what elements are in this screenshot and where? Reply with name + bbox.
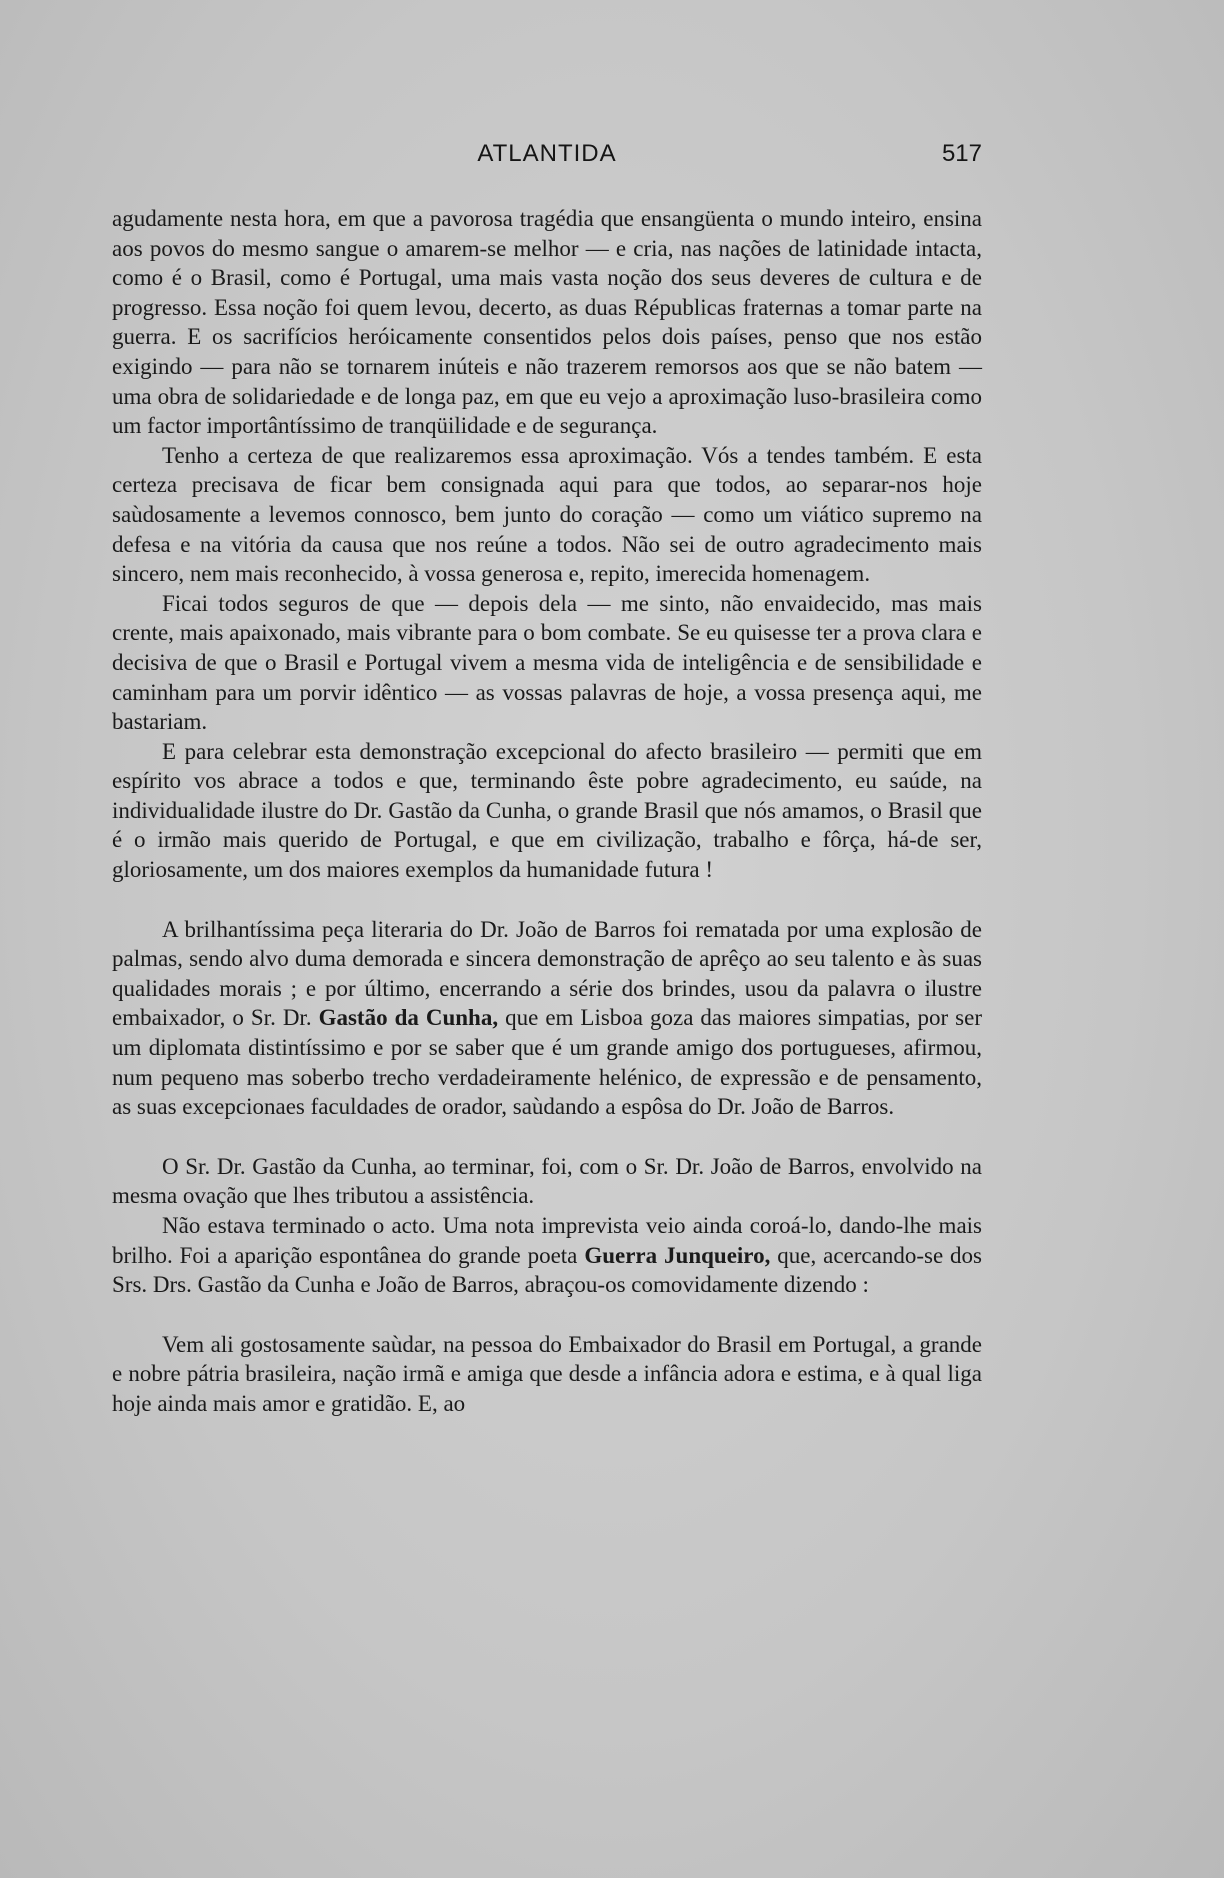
paragraph-1: agudamente nesta hora, em que a pavorosa tragédia que ensangüenta o mundo inteiro, ensina aos povos do mesmo sangue o amarem-se melhor — e cria, nas nações de latinidade intacta, como é o Brasil, como é Portugal, uma mais vasta noção dos seus deveres de cultura e de progresso. Essa noção foi quem levou, decerto, as duas Républicas fraternas a tomar parte na guerra. E os sacrifícios heróicamente consentidos pelos dois países, penso que nos estão exigindo — para não se tornarem inúteis e não trazerem remorsos aos que se não batem — uma obra de solidariedade e de longa paz, em que eu vejo a aproximação luso-brasileira como um factor importântíssimo de tranqüilidade e de segurança. (112, 206, 982, 439)
paragraph-2: Tenho a certeza de que realizaremos essa aproximação. Vós a tendes também. E esta certeza precisava de ficar bem consignada aqui para que todos, ao separar-nos hoje saùdosamente a levemos connosco, bem junto do coração — como um viático supremo na defesa e na vitória da causa que nos reúne a todos. Não sei de outro agradecimento mais sincero, nem mais reconhecido, à vossa generosa e, repito, imerecida homenagem. (112, 442, 982, 587)
paragraph-8: Vem ali gostosamente saùdar, na pessoa do Embaixador do Brasil em Portugal, a grande e nobre pátria brasileira, nação irmã e amiga que desde a infância adora e estima, e à qual liga hoje ainda mais amor e gratidão. E, ao (112, 1331, 982, 1416)
body-text (112, 204, 982, 1419)
running-title: ATLANTIDA (477, 140, 617, 167)
section-gap (112, 1300, 982, 1330)
section-gap (112, 885, 982, 915)
paragraph-3: Ficai todos seguros de que — depois dela — me sinto, não envaidecido, mas mais crente, mais apaixonado, mais vibrante para o bom combate. Se eu quisesse ter a prova clara e decisiva de que o Brasil e Portugal vivem a mesma vida de inteligência e de sensibilidade e caminham para um porvir idêntico — as vossas palavras de hoje, a vossa presença aqui, me bastariam. (112, 590, 982, 735)
section-gap (112, 1122, 982, 1152)
page-number: 517 (941, 140, 982, 167)
paragraph-7-part-b: que, acercando-se dos Srs. Drs. Gastão da Cunha e João de Barros, abraçou-os comovidamente dizendo : (112, 1242, 983, 1298)
paragraph-6: O Sr. Dr. Gastão da Cunha, ao terminar, foi, com o Sr. Dr. João de Barros, envolvido na mesma ovação que lhes tributou a assistência. (112, 1153, 982, 1209)
paragraph-5-part-b: que em Lisboa goza das maiores simpatias, por ser um diplomata distintíssimo e por se saber que é um grande amigo dos portugueses, afirmou, num pequeno mas soberbo trecho verdadeiramente helénico, de expressão e de pensamento, as suas excepcionaes faculdades de orador, saùdando a espôsa do Dr. João de Barros. (112, 1005, 982, 1120)
paragraph-5 (112, 915, 982, 1122)
paragraph-4: E para celebrar esta demonstração excepcional do afecto brasileiro — permiti que em espírito vos abrace a todos e que, terminando êste pobre agradecimento, eu saúde, na individualidade ilustre do Dr. Gastão da Cunha, o grande Brasil que nós amamos, o Brasil que é o irmão mais querido de Portugal, e que em civilização, trabalho e fôrça, há-de ser, gloriosamente, um dos maiores exemplos da humanidade futura ! (112, 738, 982, 883)
name-gastao-da-cunha: Gastão da Cunha, (318, 1005, 499, 1031)
running-header (112, 140, 982, 170)
paragraph-7 (112, 1211, 982, 1300)
paragraph-7-part-a: Não estava terminado o acto. Uma nota imprevista veio ainda coroá-lo, dando-lhe mais brilho. Foi a aparição espontânea do grande poeta (112, 1213, 982, 1268)
paragraph-5-part-a: A brilhantíssima peça literaria do Dr. João de Barros foi rematada por uma explosão de palmas, sendo alvo duma demorada e sincera demonstração de aprêço ao seu talento e às suas qualidades morais ; e por último, encerrando a série dos brindes, usou da palavra o ilustre embaixador, o Sr. Dr. (112, 916, 982, 1031)
name-guerra-junqueiro: Guerra Junqueiro, (584, 1242, 771, 1268)
